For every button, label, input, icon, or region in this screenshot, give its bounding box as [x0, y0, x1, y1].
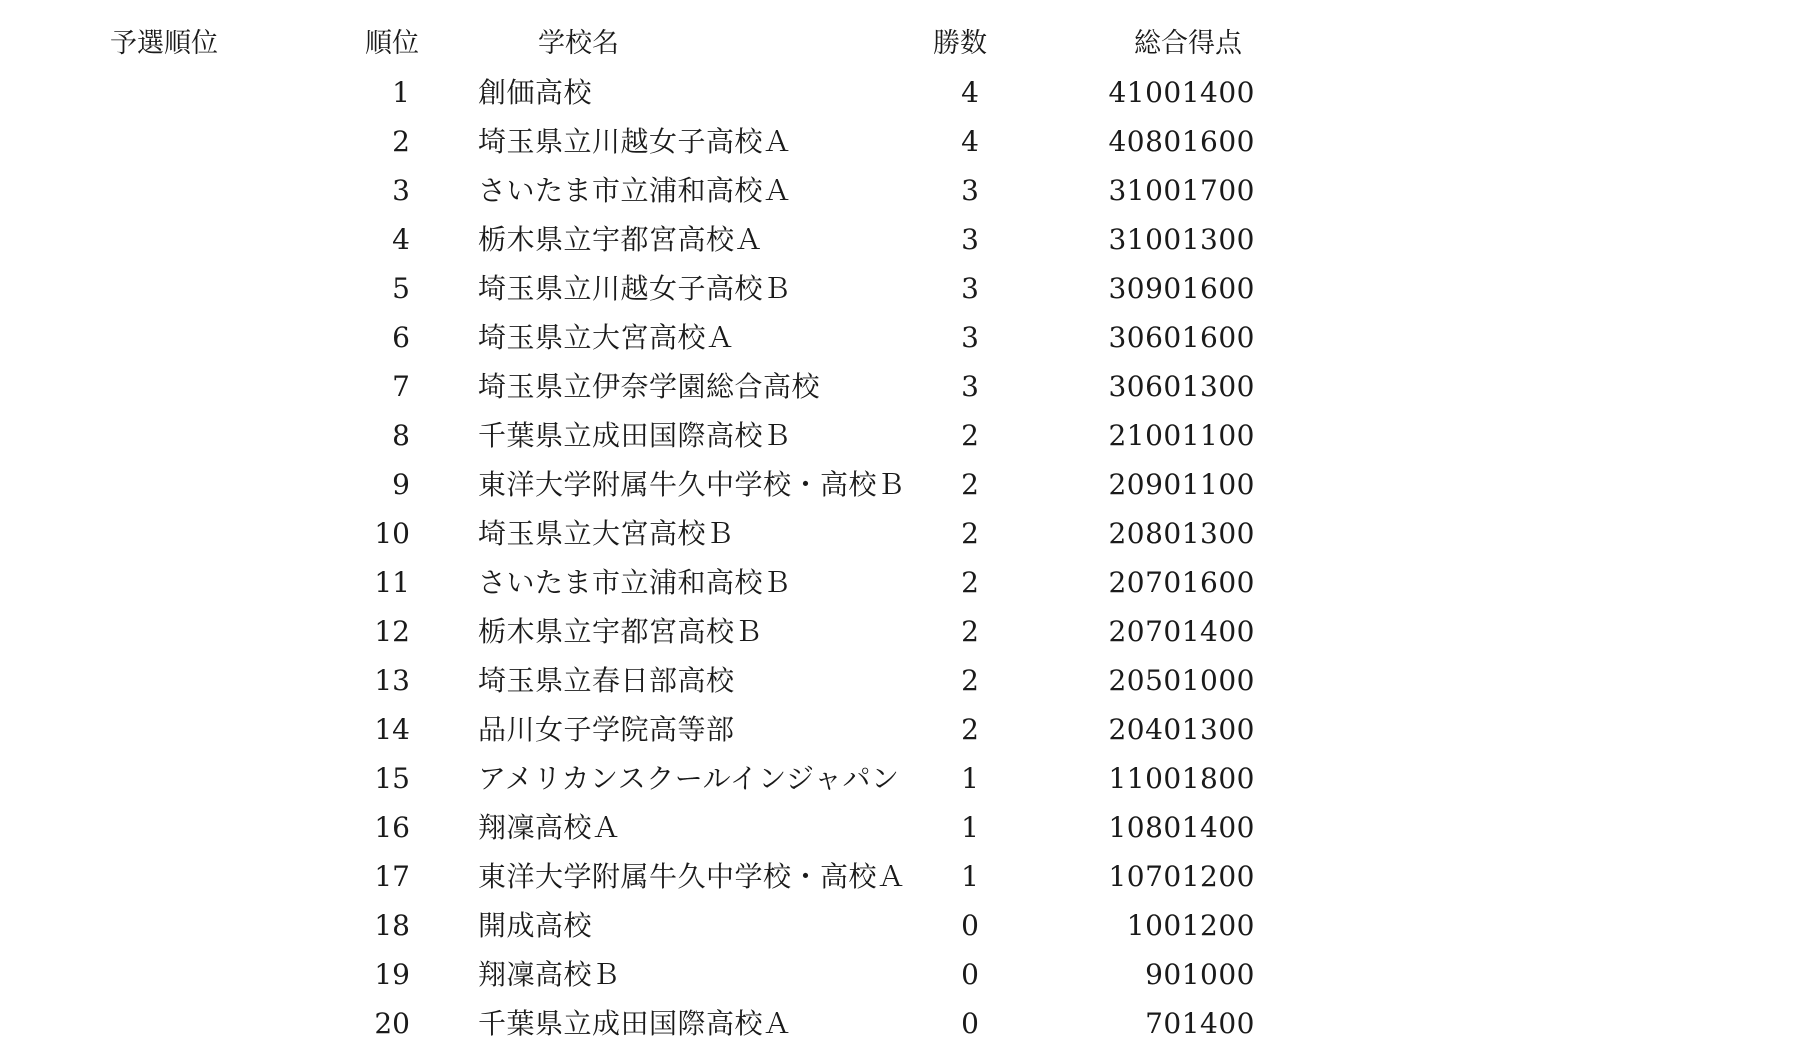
wins-cell: 1 [961, 811, 979, 844]
rank-cell: 8 [392, 419, 410, 452]
rank-cell: 2 [392, 125, 410, 158]
score-cell: 31001300 [1108, 223, 1255, 256]
table-row [0, 999, 1813, 1048]
table-row [0, 411, 1813, 460]
score-cell: 20701400 [1108, 615, 1255, 648]
wins-cell: 3 [961, 370, 979, 403]
table-row [0, 803, 1813, 852]
table-row [0, 460, 1813, 509]
header-prelim-rank: 予選順位 [110, 28, 218, 59]
wins-cell: 2 [961, 517, 979, 550]
score-cell: 901000 [1145, 958, 1255, 991]
score-cell: 30901600 [1108, 272, 1255, 305]
rank-cell: 9 [392, 468, 410, 501]
table-row [0, 607, 1813, 656]
header-wins: 勝数 [933, 28, 987, 59]
school-cell: 埼玉県立春日部高校 [478, 664, 735, 697]
rank-cell: 4 [392, 223, 410, 256]
school-cell: さいたま市立浦和高校Ａ [478, 174, 792, 207]
rank-cell: 20 [374, 1007, 410, 1040]
table-row [0, 901, 1813, 950]
score-cell: 20501000 [1108, 664, 1255, 697]
score-cell: 10701200 [1108, 860, 1255, 893]
school-cell: 創価高校 [478, 76, 593, 109]
score-cell: 20701600 [1108, 566, 1255, 599]
header-school-name: 学校名 [538, 28, 619, 59]
wins-cell: 4 [961, 125, 979, 158]
wins-cell: 0 [961, 909, 979, 942]
score-cell: 40801600 [1108, 125, 1255, 158]
header-rank: 順位 [365, 28, 419, 59]
school-cell: さいたま市立浦和高校Ｂ [478, 566, 792, 599]
score-cell: 20801300 [1108, 517, 1255, 550]
rank-cell: 17 [374, 860, 410, 893]
wins-cell: 3 [961, 174, 979, 207]
rank-cell: 19 [374, 958, 410, 991]
school-cell: 栃木県立宇都宮高校Ａ [478, 223, 764, 256]
table-row [0, 950, 1813, 999]
table-row [0, 117, 1813, 166]
rank-cell: 16 [374, 811, 410, 844]
rank-cell: 13 [374, 664, 410, 697]
score-cell: 31001700 [1108, 174, 1255, 207]
table-row [0, 656, 1813, 705]
wins-cell: 0 [961, 1007, 979, 1040]
rank-cell: 3 [392, 174, 410, 207]
school-cell: 東洋大学附属牛久中学校・高校Ｂ [478, 468, 906, 501]
wins-cell: 2 [961, 468, 979, 501]
score-cell: 1001200 [1126, 909, 1255, 942]
rank-cell: 18 [374, 909, 410, 942]
table-row [0, 166, 1813, 215]
table-row [0, 313, 1813, 362]
score-cell: 30601300 [1108, 370, 1255, 403]
table-row [0, 754, 1813, 803]
school-cell: 千葉県立成田国際高校Ｂ [478, 419, 792, 452]
table-row [0, 68, 1813, 117]
table-row [0, 362, 1813, 411]
wins-cell: 2 [961, 566, 979, 599]
score-cell: 41001400 [1108, 76, 1255, 109]
rank-cell: 14 [374, 713, 410, 746]
rank-cell: 5 [392, 272, 410, 305]
wins-cell: 3 [961, 321, 979, 354]
school-cell: 埼玉県立大宮高校Ｂ [478, 517, 735, 550]
score-cell: 10801400 [1108, 811, 1255, 844]
school-cell: 翔凜高校Ｂ [478, 958, 621, 991]
score-cell: 20401300 [1108, 713, 1255, 746]
wins-cell: 4 [961, 76, 979, 109]
wins-cell: 2 [961, 713, 979, 746]
table-row [0, 215, 1813, 264]
header-total-score: 総合得点 [1134, 28, 1242, 59]
table-row [0, 558, 1813, 607]
table-row [0, 264, 1813, 313]
table-header [0, 22, 1813, 66]
score-cell: 701400 [1145, 1007, 1255, 1040]
wins-cell: 2 [961, 615, 979, 648]
wins-cell: 0 [961, 958, 979, 991]
score-cell: 20901100 [1108, 468, 1255, 501]
school-cell: 埼玉県立川越女子高校Ａ [478, 125, 792, 158]
score-cell: 11001800 [1108, 762, 1255, 795]
wins-cell: 1 [961, 762, 979, 795]
rank-cell: 15 [374, 762, 410, 795]
rank-cell: 6 [392, 321, 410, 354]
rank-cell: 7 [392, 370, 410, 403]
school-cell: 埼玉県立伊奈学園総合高校 [478, 370, 821, 403]
rank-cell: 1 [392, 76, 410, 109]
rank-cell: 11 [374, 566, 410, 599]
wins-cell: 2 [961, 664, 979, 697]
rank-cell: 12 [374, 615, 410, 648]
school-cell: 埼玉県立川越女子高校Ｂ [478, 272, 792, 305]
school-cell: 栃木県立宇都宮高校Ｂ [478, 615, 764, 648]
table-row [0, 509, 1813, 558]
wins-cell: 1 [961, 860, 979, 893]
wins-cell: 2 [961, 419, 979, 452]
wins-cell: 3 [961, 223, 979, 256]
score-cell: 21001100 [1108, 419, 1255, 452]
school-cell: 埼玉県立大宮高校Ａ [478, 321, 735, 354]
table-body [0, 68, 1813, 1048]
school-cell: アメリカンスクールインジャパン [478, 762, 900, 795]
school-cell: 開成高校 [478, 909, 593, 942]
school-cell: 千葉県立成田国際高校Ａ [478, 1007, 792, 1040]
table-row [0, 705, 1813, 754]
wins-cell: 3 [961, 272, 979, 305]
table-row [0, 852, 1813, 901]
rank-cell: 10 [374, 517, 410, 550]
score-cell: 30601600 [1108, 321, 1255, 354]
school-cell: 東洋大学附属牛久中学校・高校Ａ [478, 860, 906, 893]
school-cell: 品川女子学院高等部 [478, 713, 735, 746]
school-cell: 翔凜高校Ａ [478, 811, 621, 844]
